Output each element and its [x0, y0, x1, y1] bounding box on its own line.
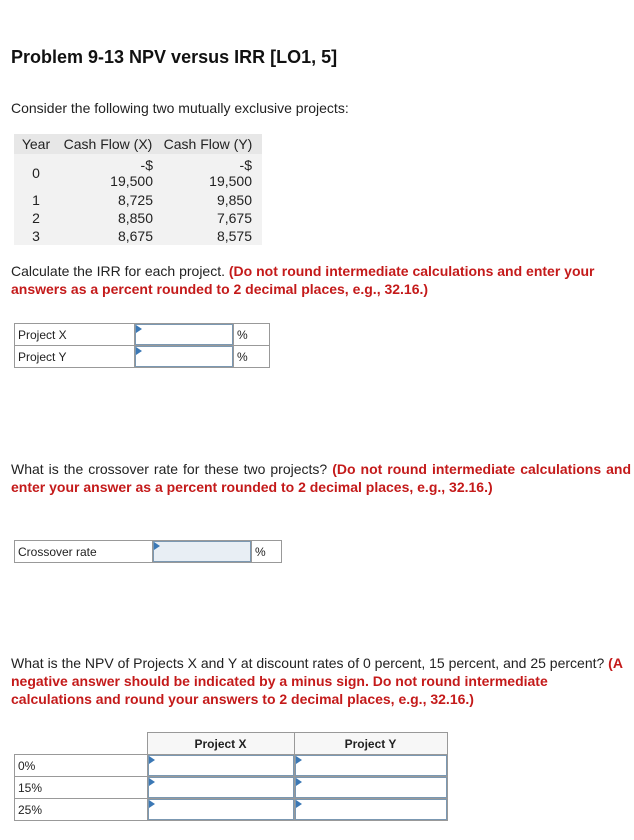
answer-cell	[147, 755, 294, 777]
npv-answer-table	[14, 732, 448, 821]
q2-instruction: (Do not round intermediate calculations and enter your answer as a percent rounded to 2 decimal places, e.g., 32.16.)	[11, 461, 632, 495]
header-project-x: Project X	[147, 733, 294, 755]
year-cell: 1	[32, 192, 40, 208]
cash-flow-x-cell: 8,850	[117, 210, 153, 226]
q3-instruction: (A negative answer should be indicated by a minus sign. Do not round intermediate calculations and round your answers to 2 decimal places, e.g., 32.16.)	[11, 655, 623, 707]
header-year: Year	[21, 136, 51, 152]
npv-y-25-input[interactable]	[295, 799, 447, 820]
npv-x-15-input[interactable]	[148, 777, 294, 798]
flag-icon	[149, 756, 155, 764]
cash-flow-y-cell: 9,850	[216, 192, 252, 208]
year-cell: 3	[32, 228, 40, 244]
flag-icon	[296, 800, 302, 808]
year-cell: 0	[32, 164, 40, 181]
q3-text: What is the NPV of Projects X and Y at discount rates of 0 percent, 15 percent, and 25 percent?	[11, 655, 605, 671]
value: 19,500	[209, 172, 252, 189]
intro-text: Consider the following two mutually exclusive projects:	[11, 100, 349, 116]
flag-icon	[296, 756, 302, 764]
row-label-rate-15: 15%	[15, 777, 148, 799]
cash-flow-y-cell: 7,675	[216, 210, 252, 226]
table-row	[15, 799, 448, 821]
value: 19,500	[110, 172, 153, 189]
header-project-y: Project Y	[294, 733, 447, 755]
percent-unit: %	[234, 324, 270, 346]
table-row	[14, 191, 262, 209]
answer-cell	[135, 324, 234, 346]
header-cash-flow-y: Cash Flow (Y)	[163, 136, 253, 152]
flag-icon	[296, 778, 302, 786]
row-label-crossover-rate: Crossover rate	[15, 541, 153, 563]
q3-prompt	[11, 654, 626, 708]
table-row	[15, 346, 270, 368]
cash-flow-x-cell: 8,675	[117, 228, 153, 244]
flag-icon	[136, 347, 142, 355]
answer-cell	[153, 541, 252, 563]
cash-flow-y-cell: 8,575	[216, 228, 252, 244]
header-cash-flow-x: Cash Flow (X)	[63, 136, 153, 152]
cash-flow-table	[14, 134, 262, 245]
empty-header-cell	[15, 733, 148, 755]
table-row	[15, 755, 448, 777]
answer-cell	[147, 777, 294, 799]
q2-text: What is the crossover rate for these two projects?	[11, 461, 328, 477]
cash-flow-header	[14, 134, 262, 154]
crossover-answer-table	[14, 540, 282, 563]
percent-unit: %	[252, 541, 282, 563]
page-title: Problem 9-13 NPV versus IRR [LO1, 5]	[11, 47, 338, 67]
npv-x-0-input[interactable]	[148, 755, 294, 776]
npv-y-15-input[interactable]	[295, 777, 447, 798]
table-row	[14, 227, 262, 245]
table-row	[14, 209, 262, 227]
percent-unit: %	[234, 346, 270, 368]
flag-icon	[136, 325, 142, 333]
answer-cell	[147, 799, 294, 821]
row-label-project-x: Project X	[15, 324, 135, 346]
row-label-rate-0: 0%	[15, 755, 148, 777]
answer-cell	[294, 777, 447, 799]
q1-text: Calculate the IRR for each project.	[11, 263, 225, 279]
sign: -$	[140, 156, 153, 173]
table-row	[14, 154, 262, 191]
row-label-rate-25: 25%	[15, 799, 148, 821]
answer-cell	[135, 346, 234, 368]
crossover-rate-input[interactable]	[153, 541, 251, 562]
answer-cell	[294, 755, 447, 777]
q2-prompt	[11, 460, 631, 496]
table-header-row	[15, 733, 448, 755]
answer-cell	[294, 799, 447, 821]
cash-flow-y-cell	[153, 154, 258, 191]
cash-flow-x-cell: 8,725	[117, 192, 153, 208]
year-cell: 2	[32, 210, 40, 226]
table-row	[15, 541, 282, 563]
table-row	[15, 324, 270, 346]
cash-flow-x-cell	[58, 154, 153, 191]
npv-y-0-input[interactable]	[295, 755, 447, 776]
q1-prompt	[11, 262, 621, 298]
flag-icon	[149, 800, 155, 808]
q1-instruction: (Do not round intermediate calculations and enter your answers as a percent rounded to 2 decimal places, e.g., 32.16.)	[11, 263, 595, 297]
irr-project-x-input[interactable]	[135, 324, 233, 345]
npv-x-25-input[interactable]	[148, 799, 294, 820]
irr-answer-table	[14, 323, 270, 368]
table-row	[15, 777, 448, 799]
flag-icon	[154, 542, 160, 550]
sign: -$	[239, 156, 252, 173]
irr-project-y-input[interactable]	[135, 346, 233, 367]
flag-icon	[149, 778, 155, 786]
row-label-project-y: Project Y	[15, 346, 135, 368]
